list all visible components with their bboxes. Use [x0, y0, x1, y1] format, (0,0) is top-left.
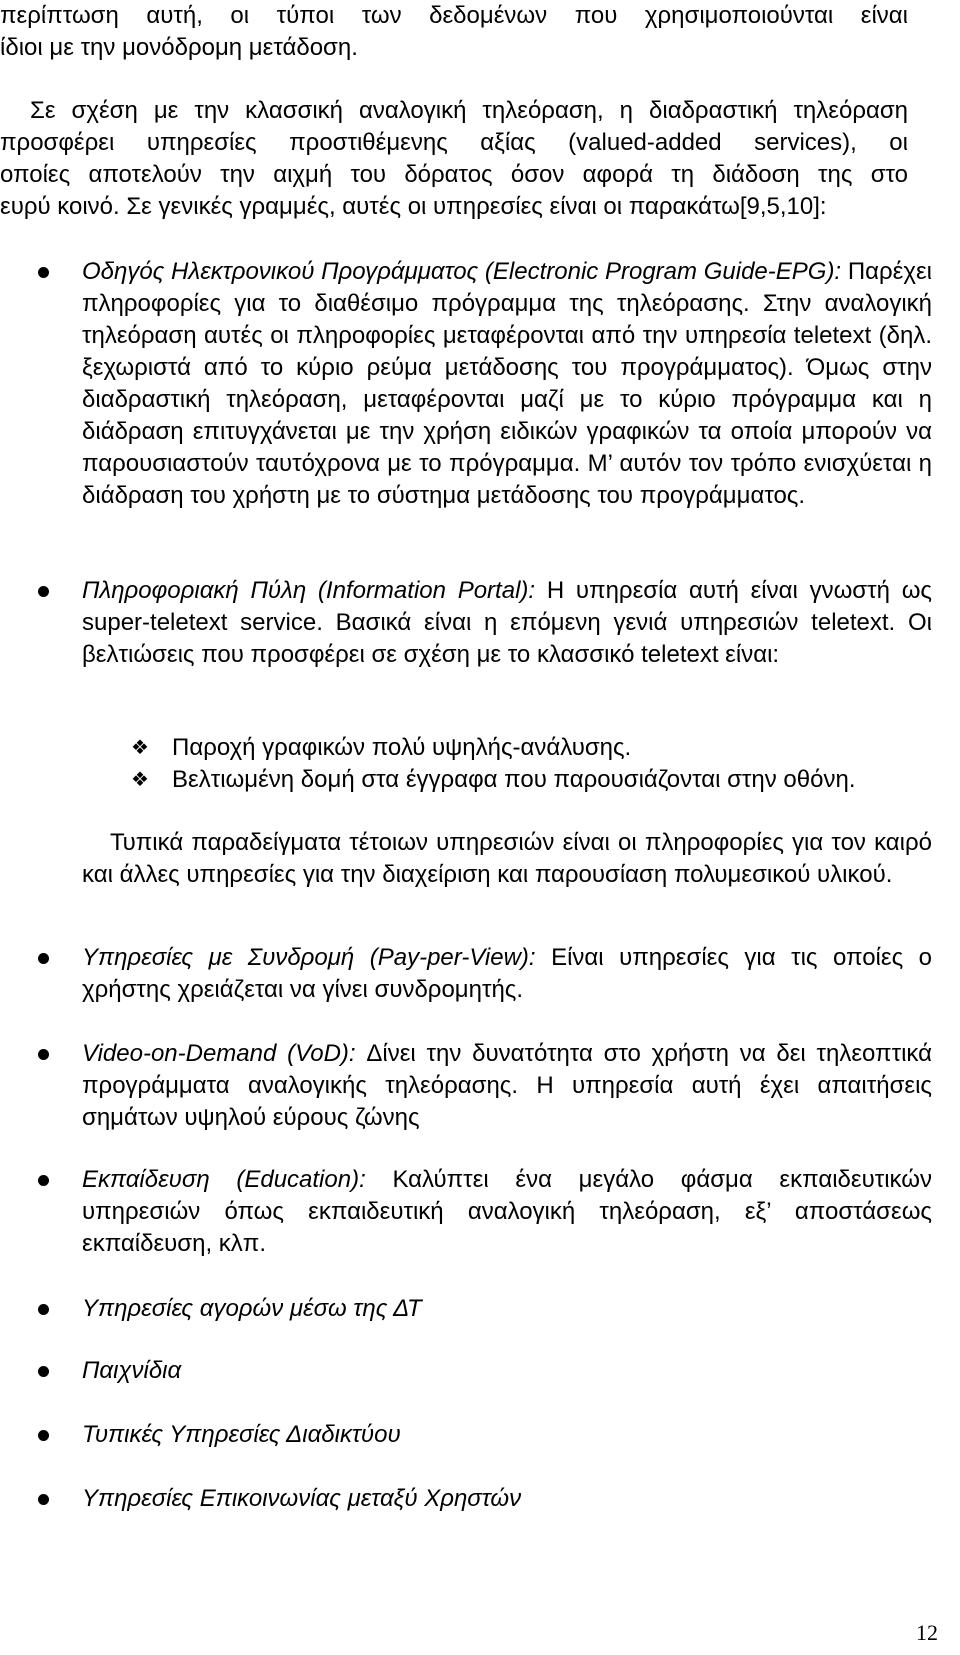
item-title: Υπηρεσίες με Συνδρομή (Pay-per-View): — [82, 944, 536, 971]
item-title: Τυπικές Υπηρεσίες Διαδικτύου — [82, 1421, 401, 1448]
list-item-portal — [82, 575, 932, 671]
diamond-bullet-icon: ❖ — [131, 737, 149, 759]
intro-line-3: οποίες αποτελούν την αιχμή του δόρατος όσον αφορά τη διάδοση της στο — [0, 161, 908, 188]
intro-line-1: Σε σχέση με την κλασσική αναλογική τηλεόραση, η διαδραστική τηλεόραση — [30, 97, 908, 124]
bullet-icon — [38, 586, 49, 597]
bullet-icon — [38, 1175, 49, 1186]
list-item-games — [82, 1355, 181, 1387]
bullet-icon — [38, 1049, 49, 1060]
item-title: Εκπαίδευση (Education): — [82, 1166, 366, 1193]
intro-line-2: προσφέρει υπηρεσίες προστιθέμενης αξίας (valued-added services), οι — [0, 129, 908, 156]
list-item-web — [82, 1419, 401, 1451]
list-item-comm — [82, 1483, 521, 1515]
item-title: Υπηρεσίες Επικοινωνίας μεταξύ Χρηστών — [82, 1485, 522, 1512]
bullet-icon — [38, 1366, 49, 1377]
item-title: Παιχνίδια — [82, 1357, 182, 1384]
intro-line-4: ευρύ κοινό. Σε γενικές γραμμές, αυτές οι υπηρεσίες είναι οι παρακάτω[9,5,10]: — [0, 193, 827, 220]
bullet-icon — [38, 1430, 49, 1441]
item-body: Η υπηρεσία αυτή είναι γνωστή ως super-teletext service. Βασικά είναι η επόμενη γενιά υπηρεσιών teletext. Οι βελτιώσεις που προσφέρει σε σχέση με το κλασσικό teletext είναι: — [82, 577, 932, 668]
diamond-bullet-icon: ❖ — [131, 769, 149, 791]
page-number: 12 — [916, 1620, 938, 1645]
portal-after-text: Τυπικά παραδείγματα τέτοιων υπηρεσιών είναι οι πληροφορίες για τον καιρό και άλλες υπηρεσίες για την διαχείριση και παρουσίαση πολυμεσικού υλικού. — [82, 829, 932, 888]
item-title: Υπηρεσίες αγορών μέσω της ΔΤ — [82, 1295, 422, 1322]
item-title: Οδηγός Ηλεκτρονικού Προγράμματος (Electronic Program Guide-EPG): — [82, 258, 842, 285]
list-item-vod — [82, 1038, 932, 1134]
bullet-icon — [38, 1304, 49, 1315]
item-body: Καλύπτει ένα μεγάλο φάσμα εκπαιδευτικών υπηρεσιών όπως εκπαιδευτική αναλογική τηλεόραση, εξ’ αποστάσεως εκπαίδευση, κλπ. — [82, 1166, 932, 1257]
item-body: Δίνει την δυνατότητα στο χρήστη να δει τηλεοπτικά προγράμματα αναλογικής τηλεόρασης. Η υπηρεσία αυτή έχει απαιτήσεις σημάτων υψηλού εύρους ζώνης — [82, 1040, 932, 1131]
top-line-2: ίδιοι με την μονόδρομη μετάδοση. — [0, 34, 358, 61]
bullet-icon — [38, 953, 49, 964]
item-body: Είναι υπηρεσίες για τις οποίες ο χρήστης χρειάζεται να γίνει συνδρομητής. — [82, 944, 932, 1003]
bullet-icon — [38, 267, 49, 278]
item-body: Παρέχει πληροφορίες για το διαθέσιμο πρόγραμμα της τηλεόρασης. Στην αναλογική τηλεόραση αυτές οι πληροφορίες μεταφέρονται από την υπηρεσία teletext (δηλ. ξεχωριστά από το κύριο ρεύμα μετάδοσης του προγράμματος). Όμως στην διαδραστική τηλεόραση, μεταφέρονται μαζί με το κύριο πρόγραμμα και η διάδραση επιτυγχάνεται με την χρήση ειδικών γραφικών τα οποία μπορούν να παρουσιαστούν ταυτόχρονα με το πρόγραμμα. Μ’ αυτόν τον τρόπο ενισχύεται η διάδραση του χρήστη με το σύστημα μετάδοσης του προγράμματος. — [82, 258, 932, 509]
bullet-icon — [38, 1494, 49, 1505]
list-item-shop — [82, 1293, 422, 1325]
top-line-1: περίπτωση αυτή, οι τύποι των δεδομένων που χρησιμοποιούνται είναι — [0, 2, 908, 29]
list-item-ppv — [82, 942, 932, 1006]
sub-item-1: Παροχή γραφικών πολύ υψηλής-ανάλυσης. — [172, 734, 632, 761]
item-title: Πληροφοριακή Πύλη (Information Portal): — [82, 577, 536, 604]
sub-item-2: Βελτιωμένη δομή στα έγγραφα που παρουσιάζονται στην οθόνη. — [172, 766, 856, 793]
list-item-edu — [82, 1164, 932, 1260]
item-title: Video-on-Demand (VoD): — [82, 1040, 356, 1067]
list-item-epg — [82, 256, 932, 546]
